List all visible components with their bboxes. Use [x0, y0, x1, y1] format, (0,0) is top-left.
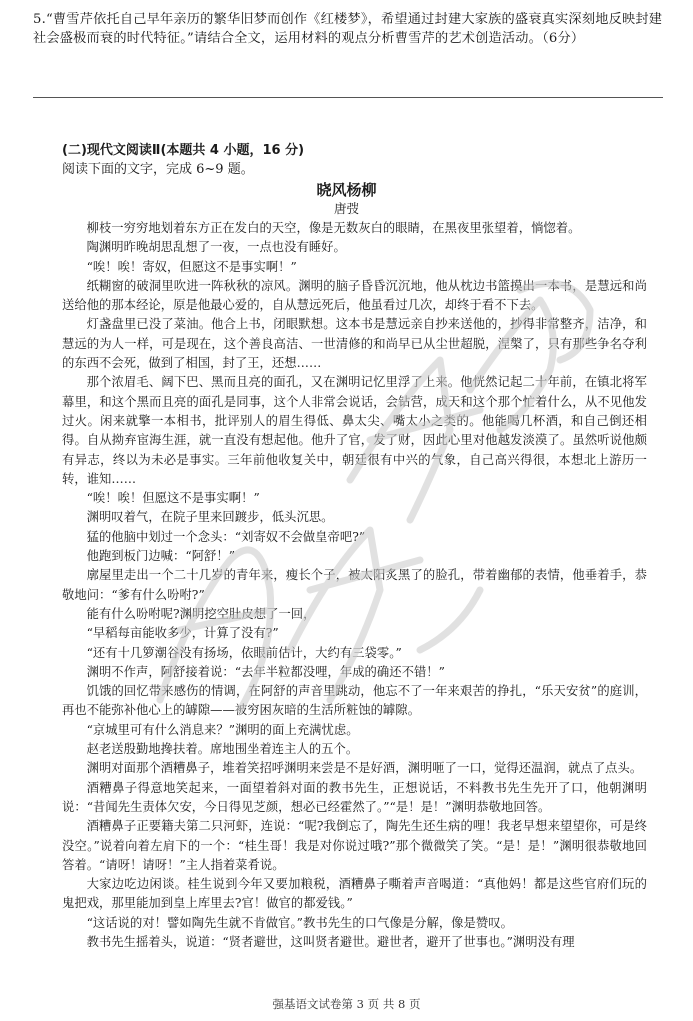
paragraph: 饥饿的回忆带来感伤的情调，在阿舒的声音里跳动，他忘不了一年来艰苦的挣扎，“乐天安贫”的庭训，再也不能弥补他心上的罅隙——被穷困灰暗的生活所粧蚀的罅隙。 [62, 684, 647, 718]
paragraph: “这话说的对！譬如陶先生就不肯做官。”教书先生的口气像是分解，像是赞叹。 [86, 915, 513, 930]
article-title: 晓风杨柳 [316, 181, 377, 199]
paragraph: “唉！唉！但愿这不是事实啊！” [86, 491, 260, 506]
paragraph: “还有十几箩潮谷没有扬场，依眼前估计，大约有三袋零。” [86, 645, 402, 660]
paragraph: 灯盏盘里已没了菜油。他合上书，闭眼默想。这本书是慧远亲自抄来送他的，抄得非常整齐，洁净，和慧远的为人一样，可是现在，这个善良高洁、一世清修的和尚早已从尘世超脱，涅槃了，只有那些争名夺利的东西不会死，做到了相国，封了王，还想…… [62, 317, 647, 371]
paragraph: 他跑到板门边喊：“阿舒！” [86, 549, 236, 564]
paragraph: 猛的他脑中划过一个念头：“刘寄奴不会做皇帝吧?” [86, 529, 366, 544]
paragraph: 陶渊明昨晚胡思乱想了一夜，一点也没有睡好。 [86, 240, 346, 255]
paragraph: 那个浓眉毛、阔下巴、黑而且亮的面孔，又在渊明记忆里浮了上来。他恍然记起二十年前，在镇北将军幕里，和这个黑而且亮的面孔是同事，这个人非常会说话，会钻营，成天和这个那个忙着什么，从不见他发过火。闲来就擎一本相书，批评别人的眉生得低、鼻太尖、嘴太小之类的。他能喝几杯酒，和自己倒还相得。自从拗弃宦海生涯，就一直没有想起他。他升了官，发了财，因此心里对他越发淡漠了。虽然听说他颇有异志，终以为未必是事实。三年前他收复关中，朝廷很有中兴的气象，自己高兴得很，本想北上游历一转，谁知…… [62, 375, 647, 486]
paragraph: 教书先生摇着头，说道：“贤者避世，这叫贤者避世。避世者，避开了世事也。”渊明没有理 [86, 934, 575, 949]
answer-line [33, 97, 663, 98]
paragraph: 赵老送殷勤地搀扶着。席地围坐着连主人的五个。 [86, 742, 359, 757]
paragraph: 能有什么吩咐呢?渊明挖空肚皮想了一回， [86, 606, 316, 621]
paragraph: “京城里可有什么消息来？”渊明的面上充满忧虑。 [86, 722, 359, 737]
paragraph: “早稻每亩能收多少，计算了没有?” [86, 626, 279, 641]
article-author: 唐弢 [333, 201, 359, 216]
paragraph: 渊明叹着气，在院子里来回踱步，低头沉思。 [86, 510, 334, 525]
paragraph: 纸糊窗的破洞里吹进一阵秋秋的凉风。渊明的脑子昏昏沉沉地，他从枕边书篮摸出一本书，是慧远和尚送给他的那本经论，原是他最心爱的，自从慧远死后，他虽看过几次，却终于看不下去。 [62, 278, 647, 313]
question-5: 5.“曹雪芹依托自己早年亲历的繁华旧梦而创作《红楼梦》，希望通过封建大家族的盛衰真实深刻地反映封建社会盛极而衰的时代特征。”请结合全文，运用材料的观点分析曹雪芹的艺术创造活动。（6分） [33, 12, 663, 46]
page-footer: 强基语文试卷第 3 页 共 8 页 [272, 997, 421, 1011]
paragraph: 酒糟鼻子正要籍夫第二只河虾，连说：“呢?我倒忘了，陶先生还生病的哩！我老早想来望望你，可是终没空。”说着向着左肩下的一个：“桂生哥！我是对你说过哦?”那个微微笑了笑。“是！是！”渊明很恭敬地回答着。“请呀！请呀！”主人指着菜肴说。 [62, 819, 647, 872]
paragraph: 酒糟鼻子得意地笑起来，一面望着斜对面的教书先生，正想说话，不料教书先生先开了口，他朝渊明说：“昔闻先生责体欠安，今日得见芝颜，想必已经霍然了。”“是！是！”渊明恭敬地回答。 [62, 780, 647, 814]
paragraph: 渊明对面那个酒糟鼻子，堆着笑招呼渊明来尝是不是好酒，渊明咂了一口，觉得还温润，就点了点头。 [86, 761, 643, 776]
paragraph: 柳枝一穷穷地划着东方正在发白的天空，像是无数灰白的眼睛，在黑夜里张望着，惝惚着。 [86, 221, 581, 235]
reading-instruction: 阅读下面的文字，完成 6~9 题。 [62, 162, 254, 177]
article-body [62, 219, 647, 952]
section-header: (二)现代文阅读Ⅱ(本题共 4 小题，16 分) [62, 143, 305, 158]
paragraph: 大家边吃边闲谈。桂生说到今年又要加粮税，酒糟鼻子嘶着声音喝道：“真他妈！都是这些官府们玩的鬼把戏，那里能加到皇上库里去?官！做官的都爱钱。” [62, 877, 647, 911]
paragraph: 渊明不作声，阿舒接着说：“去年半粒都没哩，年成的确还不错！” [86, 664, 445, 679]
paragraph: “唉！唉！寄奴，但愿这不是事实啊！” [86, 259, 297, 274]
paragraph: 廓屋里走出一个二十几岁的青年来，瘦长个子，被太阳炙黑了的脸孔，带着幽郁的表情，他垂着手，恭敬地问：“爹有什么吩咐?” [62, 568, 647, 602]
